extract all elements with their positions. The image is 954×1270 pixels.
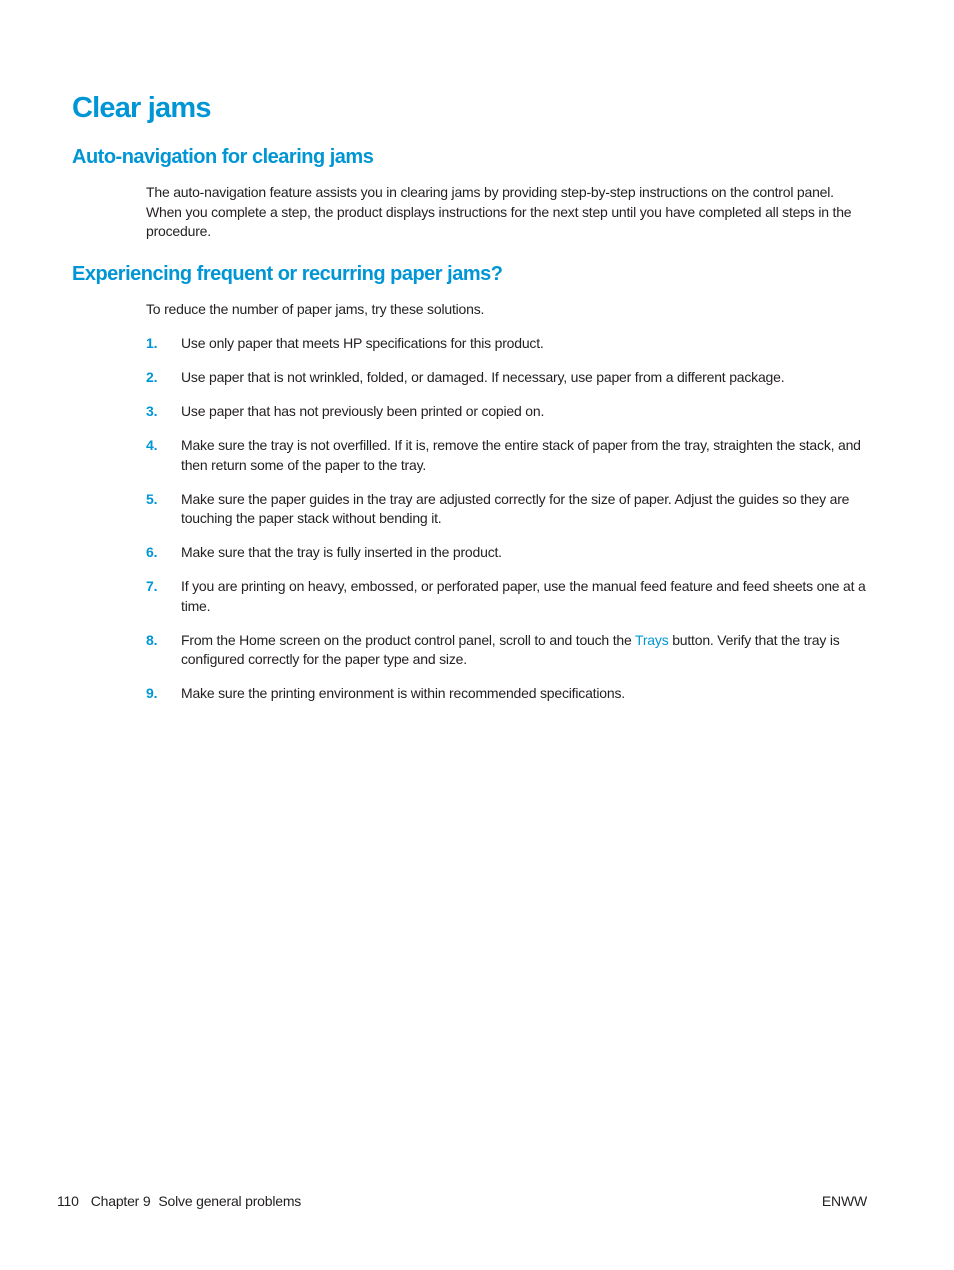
section-heading-auto-navigation: Auto-navigation for clearing jams — [72, 146, 374, 168]
step-text: Make sure the paper guides in the tray are adjusted correctly for the size of paper. Adjust the guides so they are touching the paper stack without bending it. — [181, 490, 850, 526]
list-item — [146, 684, 870, 704]
auto-navigation-paragraph: The auto-navigation feature assists you in clearing jams by providing step-by-step instructions on the control panel. When you complete a step, the product displays instructions for the next step until you have completed all steps in the procedure. — [146, 184, 852, 239]
list-item — [146, 402, 870, 422]
step-text: Make sure the tray is not overfilled. If it is, remove the entire stack of paper from the tray, straighten the stack, and then return some of the paper to the tray. — [181, 437, 861, 473]
list-item — [146, 631, 870, 670]
list-item — [146, 577, 870, 616]
list-item — [146, 490, 870, 529]
step-text: Make sure that the tray is fully inserted in the product. — [181, 544, 502, 560]
step-number: 8. — [146, 631, 158, 648]
trays-link[interactable]: Trays — [635, 631, 669, 648]
list-item — [146, 436, 870, 475]
step-number: 2. — [146, 369, 158, 385]
solutions-list — [146, 334, 870, 718]
locale-code: ENWW — [821, 1193, 867, 1209]
step-number: 3. — [146, 403, 158, 419]
page-footer-left — [57, 1192, 301, 1211]
chapter-label: Chapter 9 — [90, 1193, 151, 1209]
list-item — [146, 334, 870, 354]
step-text: Use paper that has not previously been printed or copied on. — [181, 403, 545, 419]
list-item — [146, 543, 870, 563]
step-number: 1. — [146, 335, 158, 351]
step-number: 4. — [146, 437, 158, 453]
step-text-after-link: button. Verify that the tray is configured correctly for the paper type and size. — [181, 631, 840, 667]
list-item — [146, 368, 870, 388]
step-number: 9. — [146, 685, 158, 701]
step-text: Make sure the printing environment is within recommended specifications. — [181, 685, 625, 701]
section-heading-frequent-jams: Experiencing frequent or recurring paper jams? — [72, 263, 503, 285]
step-number: 6. — [146, 544, 158, 560]
page-footer-right — [822, 1192, 867, 1211]
step-number: 7. — [146, 578, 158, 594]
step-text: Use paper that is not wrinkled, folded, or damaged. If necessary, use paper from a different package. — [181, 369, 785, 385]
chapter-title: Solve general problems — [158, 1193, 302, 1209]
step-text: If you are printing on heavy, embossed, or perforated paper, use the manual feed feature and feed sheets one at a time. — [181, 578, 866, 614]
step-text: Use only paper that meets HP specifications for this product. — [181, 335, 544, 351]
page-number: 110 — [57, 1193, 79, 1209]
step-text-before-link: From the Home screen on the product control panel, scroll to and touch the — [181, 631, 636, 648]
step-number: 5. — [146, 490, 158, 507]
frequent-jams-intro: To reduce the number of paper jams, try these solutions. — [146, 301, 485, 317]
page-title: Clear jams — [72, 92, 211, 124]
